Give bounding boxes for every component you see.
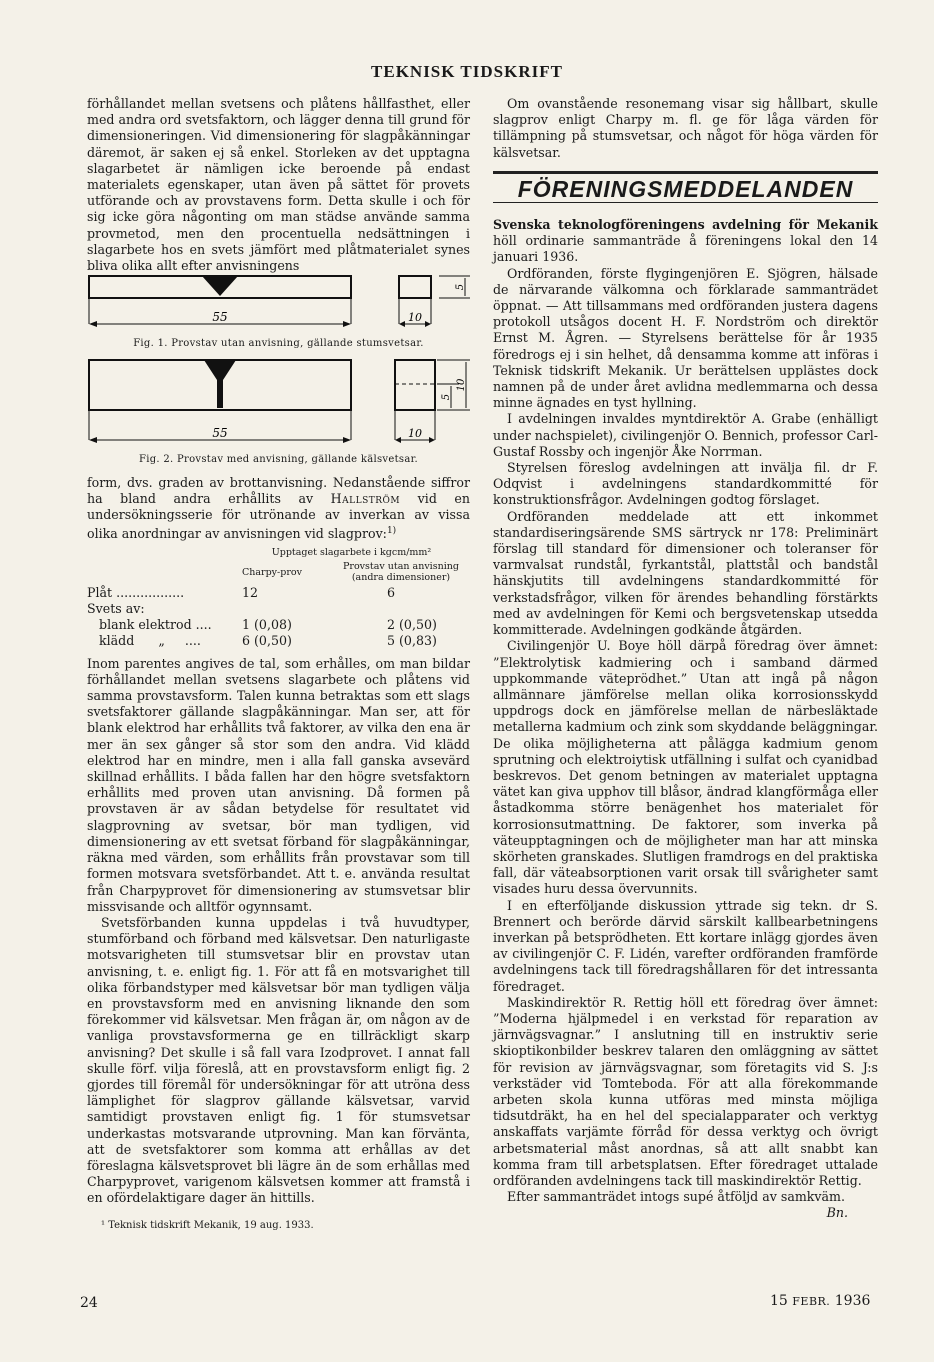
table-row: [87, 601, 470, 617]
signature: Bn.: [826, 1205, 848, 1221]
lead-heading: Svenska teknologföreningens avdelning för Mekanik: [493, 217, 878, 233]
journal-masthead: TEKNISK TIDSKRIFT: [371, 62, 563, 81]
table-cell: 5 (0,83): [387, 633, 437, 649]
section-title: FÖRENINGSMEDDELANDEN: [517, 175, 854, 202]
table-row: [87, 633, 470, 649]
figure-2-caption: Fig. 2. Provstav med anvisning, gällande kälsvetsar.: [138, 454, 419, 466]
table-cell: klädd „ ....: [87, 633, 201, 649]
paragraph: Civilingenjör U. Boye höll därpå föredrag över ämnet: ”Elektrolytisk kadmiering och i samband därmed uppkommande väteprödhet.” Utan att ingå på någon allmännare jämförelse mellan olika korrosionsskydd uppdrogs dock en jämförelse mellan de närbesläktade metallerna kadmium och zink som skyddande beläggningar. De olika möjligheterna att pålägga kadmium genom sprutning och elektroiytisk utfällning i sulfat och cyanidbad beskrevos. Det genom betningen av materialet upptagna vätet kan giva upphov till blåsor, ändrad klangförmåga eller åstadkomma större benägenhet hos materialet för korrosionsutmattning. De faktorer, som inverka på väteupptagningen och de möjligheter man har att minska skörheten granskades. Slutligen framdrogs en del praktiska fall, där väteabsorptionen varit orsak till svårigheter samt visades huru dessa övervunnits.: [493, 638, 878, 897]
figure-2-diagram: [87, 358, 470, 450]
paragraph: I en efterföljande diskussion yttrade sig tekn. dr S. Brennert och berörde därvid särskilt kallbearbetningens inverkan på betsprödheten. Ett kortare inlägg gjordes även av civilingenjör C. F. Lidén, varefter ordföranden framförde avdelningens tack till föredragshållaren för det intressanta föredraget.: [493, 897, 878, 994]
table-cell: 12: [242, 584, 259, 600]
table-cell: [242, 601, 347, 617]
table-row: [87, 585, 470, 601]
paragraph: förhållandet mellan svetsens och plåtens hållfasthet, eller med andra ord svetsfaktorn, och lägger denna till grund för dimensioneringen. Vid dimensionering för slagpåkänningar däremot, är saken ej så enkel. Storleken av det upptagna slagarbetet är nämligen icke beroende på endast materialets egenskaper, utan även på sättet för provets utförande och av provstavens form. Detta skulle i och för sig icke göra någonting om man städse använde samma provmetod, men den procentuella nedsättningen i slagarbete hos en svets jämfört med plåtmaterialet synes bliva olika allt efter anvisningens: [87, 96, 470, 274]
table-cell: blank elektrod ....: [87, 617, 212, 633]
fig1-width-label: 10: [408, 311, 422, 325]
table-cell: 2 (0,50): [387, 617, 437, 633]
paragraph: I avdelningen invaldes myntdirektör A. Grabe (enhälligt under nachspielet), civilingenjör O. Bennich, professor Carl-Gustaf Rossby och ingenjör Åke Norrman.: [493, 411, 879, 459]
paragraph: Om ovanstående resonemang visar sig hållbart, skulle slagprov enligt Charpy m. fl. ge för låga värden för tillämpning på stumsvetsar, och något för höga värden för kälsvetsar.: [493, 96, 878, 160]
footnote-ref: 1): [386, 526, 397, 537]
figure-1-caption: Fig. 1. Provstav utan anvisning, gällande stumsvetsar.: [133, 338, 424, 350]
table-cell: Plåt .................: [87, 584, 185, 600]
page-number: 24: [80, 1295, 98, 1311]
table-cell: 1 (0,08): [242, 617, 292, 633]
paragraph: [493, 217, 878, 266]
fig1-height-label: 5: [455, 284, 466, 291]
text-run: form, dvs. graden av brottanvisning. Nedanstående siffror ha bland andra erhållits av: [87, 474, 470, 506]
table-header: [87, 561, 470, 583]
table-cell: 6 (0,50): [242, 633, 292, 649]
fig2-height-label-a: 5: [441, 394, 452, 401]
fig2-height-label-b: 10: [456, 379, 467, 392]
fig2-width-label: 10: [408, 427, 422, 441]
fig2-length-label: 55: [212, 426, 228, 441]
date-year: 1936: [834, 1293, 871, 1309]
paragraph: Efter sammanträdet intogs supé åtföljd av samkväm.: [507, 1189, 845, 1205]
results-table: [87, 545, 470, 650]
footnote: ¹ Teknisk tidskrift Mekanik, 19 aug. 1933.: [101, 1219, 314, 1231]
table-row: [87, 617, 470, 633]
table-title: Upptaget slagarbete i kgcm/mm²: [271, 546, 432, 558]
author-name: Hallström: [330, 490, 401, 506]
table-cell: Svets av:: [87, 601, 145, 617]
figure-1-diagram: [87, 274, 470, 334]
table-col-header: Charpy-prov: [242, 566, 302, 578]
table-cell: [347, 601, 470, 617]
date-month: FEBR.: [792, 1295, 831, 1308]
table-cell: 6: [387, 584, 396, 600]
fig1-length-label: 55: [212, 310, 228, 325]
date-day: 15: [770, 1293, 788, 1309]
paragraph: [87, 475, 470, 543]
paragraph: Maskindirektör R. Rettig höll ett föredrag över ämnet: ”Moderna hjälpmedel i en verkstad för reparation av järnvägsvagnar.” I anslutning till en instruktiv serie skioptikonbilder beskrev talaren den omläggning av sättet för revision av järnvägsvagnar, som företagits vid S. J:s verkstäder vid Tomteboda. För att alla förekommande arbeten skola kunna utföras med minsta möjliga tidsutdräkt, ha en hel del specialapparater och verktyg anskaffats varjämte förråd för dessa verktyg och övrigt arbetsmaterial måst anordnas, så att allt snabbt kan komma fram till arbetsplatsen. Efter föredraget uttalade ordföranden avdelningens tack till maskindirektör Rettig.: [493, 994, 878, 1188]
text-run: vid en undersökningsserie för utrönande av inverkan av vissa olika anordningar av anvisningen vid slagprov:: [87, 490, 470, 542]
issue-date: [770, 1293, 870, 1309]
left-column: [87, 96, 470, 1232]
right-column: [493, 96, 878, 1222]
table-col-header: Provstav utan anvisning (andra dimensioner): [343, 560, 459, 583]
paragraph: Inom parentes angives de tal, som erhålles, om man bildar förhållandet mellan svetsens slagarbete och plåtens vid samma provstavsform. Talen kunna betraktas som ett slags svetsfaktorer gällande slagpåkänningar. Man ser, att för blank elektrod har erhållits två faktorer, av vilka den ena är mer än sex gånger så stor som den andra. Vid klädd elektrod har en mindre, men i alla fall ganska avsevärd skillnad erhållits. I båda fallen har den högre svetsfaktorn erhållits med proven utan anvisning. Då formen på provstaven är av sådan betydelse för resultatet vid slagprovning av svetsar, bör man tydligen, vid dimensionering av ett svetsat förband för slagpåkänningar, räkna med värden, som erhållits från provstavar som till formen motsvara svetsförbandet. Att t. e. använda resultat från Charpyprovet för dimensionering av stumsvetsar blir missvisande och alltför ogynnsamt.: [87, 655, 470, 914]
text-run: höll ordinarie sammanträde å föreningens lokal den 14 januari 1936.: [493, 233, 878, 265]
paragraph: Ordföranden meddelade att ett inkommet standardiseringsärende SMS särtryck nr 178: Preliminärt förslag till standard för dimensioner och toleranser för varmvalsat rundstål, fyrkantstål, plattstål och bandstål hänskjutits till avdelningens standardkommitté för verkstadsfrågor, vilken för ärendes behandling förstärkts med av avdelningen för Kemi och bergsvetenskap utsedda kommitterade. Avdelningen godkände åtgärden.: [493, 508, 878, 638]
paragraph: Styrelsen föreslog avdelningen att invälja fil. dr F. Odqvist i avdelningens standardkommitté för konstruktionsfrågor. Avdelningen godtog förslaget.: [493, 460, 878, 508]
paragraph: Svetsförbanden kunna uppdelas i två huvudtyper, stumförband och förband med kälsvetsar. Den naturligaste motsvarigheten till stumsvetsar blir en provstav utan anvisning, t. e. enligt fig. 1. För att få en motsvarighet till olika förbandstyper med kälsvetsar bör man tydligen välja en provstavsform med en anvisning liknande den som förekommer vid kälsvetsar. Men frågan är, om någon av de vanliga provstavsformerna ge en tillräckligt skarp anvisning? Det skulle i så fall vara Izodprovet. I annat fall skulle förf. vilja föreslå, att en provstavsform enligt fig. 2 gjordes till föremål för undersökningar för att utröna dess lämplighet för slagprov gällande kälsvetsar, varvid samtidigt provstaven enligt fig. 1 för stumsvetsar underkastas motsvarande utprovning. Man kan förvänta, att de svetsfaktorer som komma att erhållas av det föreslagna kälsvetsprovet bli lägre än de som erhållas med Charpyprovet, varigenom kälsvetsen kommer att framstå i en ofördelaktigare dager än hittills.: [87, 914, 470, 1206]
paragraph: Ordföranden, förste flygingenjören E. Sjögren, hälsade de närvarande välkomna och förklarade sammanträdet öppnat. — Att tillsammans med ordföranden justera dagens protokoll utsågos docent H. F. Nordström och direktör Ernst M. Ågren. — Styrelsens berättelse för år 1935 föredrogs ej i sin helhet, då densamma komme att införas i Teknisk tidskrift Mekanik. Ur berättelsen upplästes dock namnen på de under året avlidna medlemmarna och dessa minne ägnades en tyst hyllning.: [493, 265, 878, 411]
